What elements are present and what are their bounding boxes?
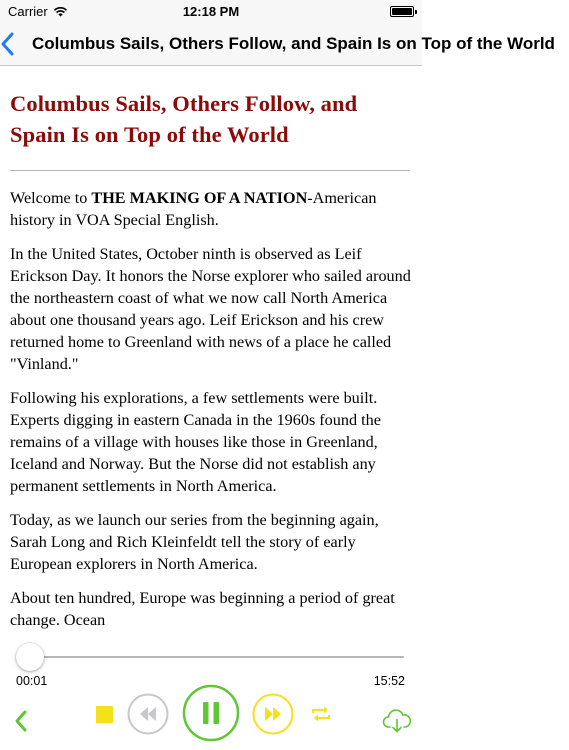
article-intro: Welcome to THE MAKING OF A NATION-American history in VOA Special English. bbox=[10, 189, 377, 229]
repeat-icon bbox=[310, 704, 332, 724]
rewind-button[interactable] bbox=[127, 693, 169, 735]
player-controls bbox=[0, 686, 422, 750]
article-paragraph: About ten hundred, Europe was beginning a period of great change. Ocean bbox=[10, 589, 395, 629]
article-paragraph: Following his explorations, a few settlements were built. Experts digging in eastern Canada in the 1960s found the remains of a village with houses like those in Greenland, Iceland and Norway. But the Norse did not establish any permanent settlements in North America. bbox=[10, 389, 381, 495]
chevron-left-icon bbox=[0, 32, 14, 56]
rewind-icon bbox=[127, 693, 169, 735]
title-divider bbox=[10, 170, 410, 171]
navigation-bar bbox=[0, 22, 555, 66]
stop-button[interactable] bbox=[93, 703, 115, 725]
progress-track[interactable] bbox=[20, 656, 404, 658]
fast-forward-button[interactable] bbox=[252, 693, 294, 735]
article-title: Columbus Sails, Others Follow, and Spain Is on Top of the World bbox=[10, 91, 358, 147]
back-button[interactable] bbox=[0, 22, 14, 66]
repeat-button[interactable] bbox=[309, 702, 333, 726]
pause-icon bbox=[182, 684, 240, 742]
status-time: 12:18 PM bbox=[182, 3, 240, 19]
nav-title: Columbus Sails, Others Follow, and Spain Is on Top of the World bbox=[32, 33, 555, 53]
chevron-left-icon bbox=[15, 710, 27, 732]
elapsed-time: 00:01 bbox=[16, 674, 48, 688]
article-paragraph: In the United States, October ninth is observed as Leif Erickson Day. It honors the Norse explorer who sailed around the northeastern coast of what we now call North America about one thousand years ago. Leif Erickson and his crew returned home to Greenland with news of a place he called "Vinland." bbox=[10, 245, 411, 373]
program-name: THE MAKING OF A NATION bbox=[91, 189, 308, 207]
article-content bbox=[0, 66, 422, 629]
stop-icon bbox=[96, 706, 113, 723]
wifi-icon bbox=[53, 6, 68, 17]
progress-slider-thumb[interactable] bbox=[16, 643, 44, 671]
total-duration: 15:52 bbox=[373, 674, 405, 688]
fast-forward-icon bbox=[252, 693, 294, 735]
status-bar bbox=[0, 0, 422, 22]
battery-icon bbox=[390, 6, 414, 17]
download-button[interactable] bbox=[381, 706, 413, 736]
article-paragraph: Today, as we launch our series from the beginning again, Sarah Long and Rich Kleinfeldt tell the story of early European explorers in North America. bbox=[10, 511, 379, 573]
cloud-download-icon bbox=[382, 708, 412, 734]
previous-chapter-button[interactable] bbox=[8, 706, 34, 736]
battery-level bbox=[392, 8, 412, 15]
carrier-label: Carrier bbox=[8, 3, 48, 19]
playback-progress bbox=[0, 640, 422, 690]
pause-button[interactable] bbox=[182, 684, 240, 742]
